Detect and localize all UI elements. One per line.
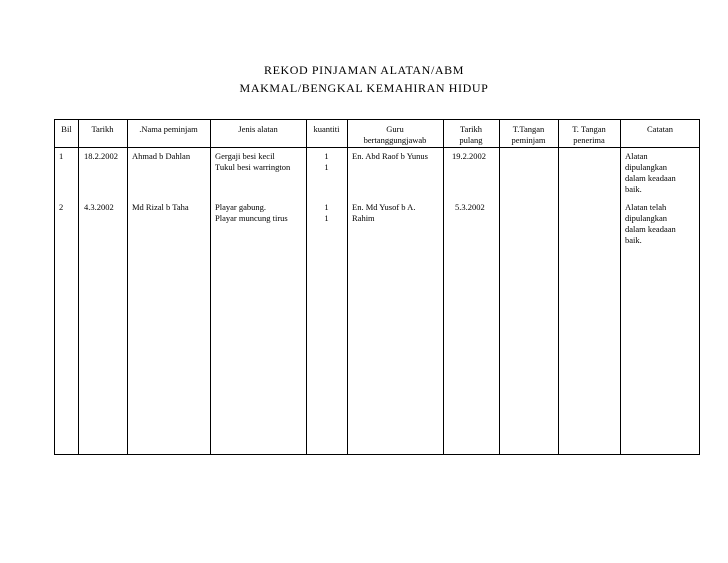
catatan-line: dipulangkan — [625, 213, 668, 223]
row-guru — [352, 151, 428, 162]
guru-line: Rahim — [352, 213, 375, 223]
header-ttpen-line1: T. Tangan — [572, 124, 606, 134]
row-jenis — [215, 151, 290, 173]
row-tarikh-pulang: 5.3.2002 — [455, 202, 485, 212]
column-divider — [499, 119, 500, 455]
row-guru — [352, 202, 415, 224]
catatan-line: Alatan — [625, 151, 648, 161]
jenis-item: Tukul besi warrington — [215, 162, 291, 172]
header-guru-line1: Guru — [386, 124, 404, 134]
column-divider — [127, 119, 128, 455]
row-bil: 2 — [59, 202, 64, 212]
catatan-line: baik. — [625, 184, 642, 194]
header-pulang-line1: Tarikh — [459, 124, 483, 134]
document-title-line1: REKOD PINJAMAN ALATAN/ABM — [263, 63, 465, 77]
kuantiti-item: 1 — [324, 151, 329, 161]
header-pulang-line2: pulang — [459, 135, 483, 145]
jenis-item: Playar muncung tirus — [215, 213, 288, 223]
header-bil: Bil — [61, 124, 72, 134]
header-nama-peminjam: .Nama peminjam — [139, 124, 198, 134]
row-nama: Ahmad b Dahlan — [132, 151, 191, 161]
row-kuantiti — [306, 202, 347, 224]
jenis-item: Playar gabung. — [215, 202, 266, 212]
catatan-line: dalam keadaan — [625, 224, 676, 234]
header-ttpem-line1: T.Tangan — [512, 124, 545, 134]
document-title-line2: MAKMAL/BENGKAL KEMAHIRAN HIDUP — [239, 81, 489, 95]
row-tarikh: 18.2.2002 — [84, 151, 118, 161]
jenis-item: Gergaji besi kecil — [215, 151, 275, 161]
row-tarikh-pulang: 19.2.2002 — [452, 151, 486, 161]
column-divider — [78, 119, 79, 455]
header-divider — [54, 147, 700, 148]
kuantiti-item: 1 — [324, 162, 329, 172]
catatan-line: dalam keadaan — [625, 173, 676, 183]
header-tt-peminjam — [499, 124, 558, 146]
column-divider — [558, 119, 559, 455]
catatan-line: Alatan telah — [625, 202, 667, 212]
column-divider — [443, 119, 444, 455]
header-guru-line2: bertanggungjawab — [363, 135, 427, 145]
row-nama: Md Rizal b Taha — [132, 202, 189, 212]
column-divider — [347, 119, 348, 455]
row-jenis — [215, 202, 288, 224]
header-tarikh: Tarikh — [91, 124, 114, 134]
header-kuantiti: kuantiti — [313, 124, 340, 134]
header-jenis-alatan: Jenis alatan — [238, 124, 278, 134]
row-bil: 1 — [59, 151, 64, 161]
row-kuantiti — [306, 151, 347, 173]
header-ttpen-line2: penerima — [573, 135, 605, 145]
catatan-line: dipulangkan — [625, 162, 668, 172]
column-divider — [210, 119, 211, 455]
column-divider — [620, 119, 621, 455]
header-tt-penerima — [558, 124, 620, 146]
row-catatan — [625, 202, 676, 246]
guru-line: En. Md Yusof b A. — [352, 202, 416, 212]
header-catatan: Catatan — [647, 124, 673, 134]
kuantiti-item: 1 — [324, 213, 329, 223]
header-ttpem-line2: peminjam — [511, 135, 546, 145]
row-catatan — [625, 151, 676, 195]
catatan-line: baik. — [625, 235, 642, 245]
guru-line: En. Abd Raof b Yunus — [352, 151, 428, 161]
kuantiti-item: 1 — [324, 202, 329, 212]
row-tarikh: 4.3.2002 — [84, 202, 114, 212]
header-guru — [347, 124, 443, 146]
table-frame — [54, 119, 700, 455]
header-tarikh-pulang — [443, 124, 499, 146]
